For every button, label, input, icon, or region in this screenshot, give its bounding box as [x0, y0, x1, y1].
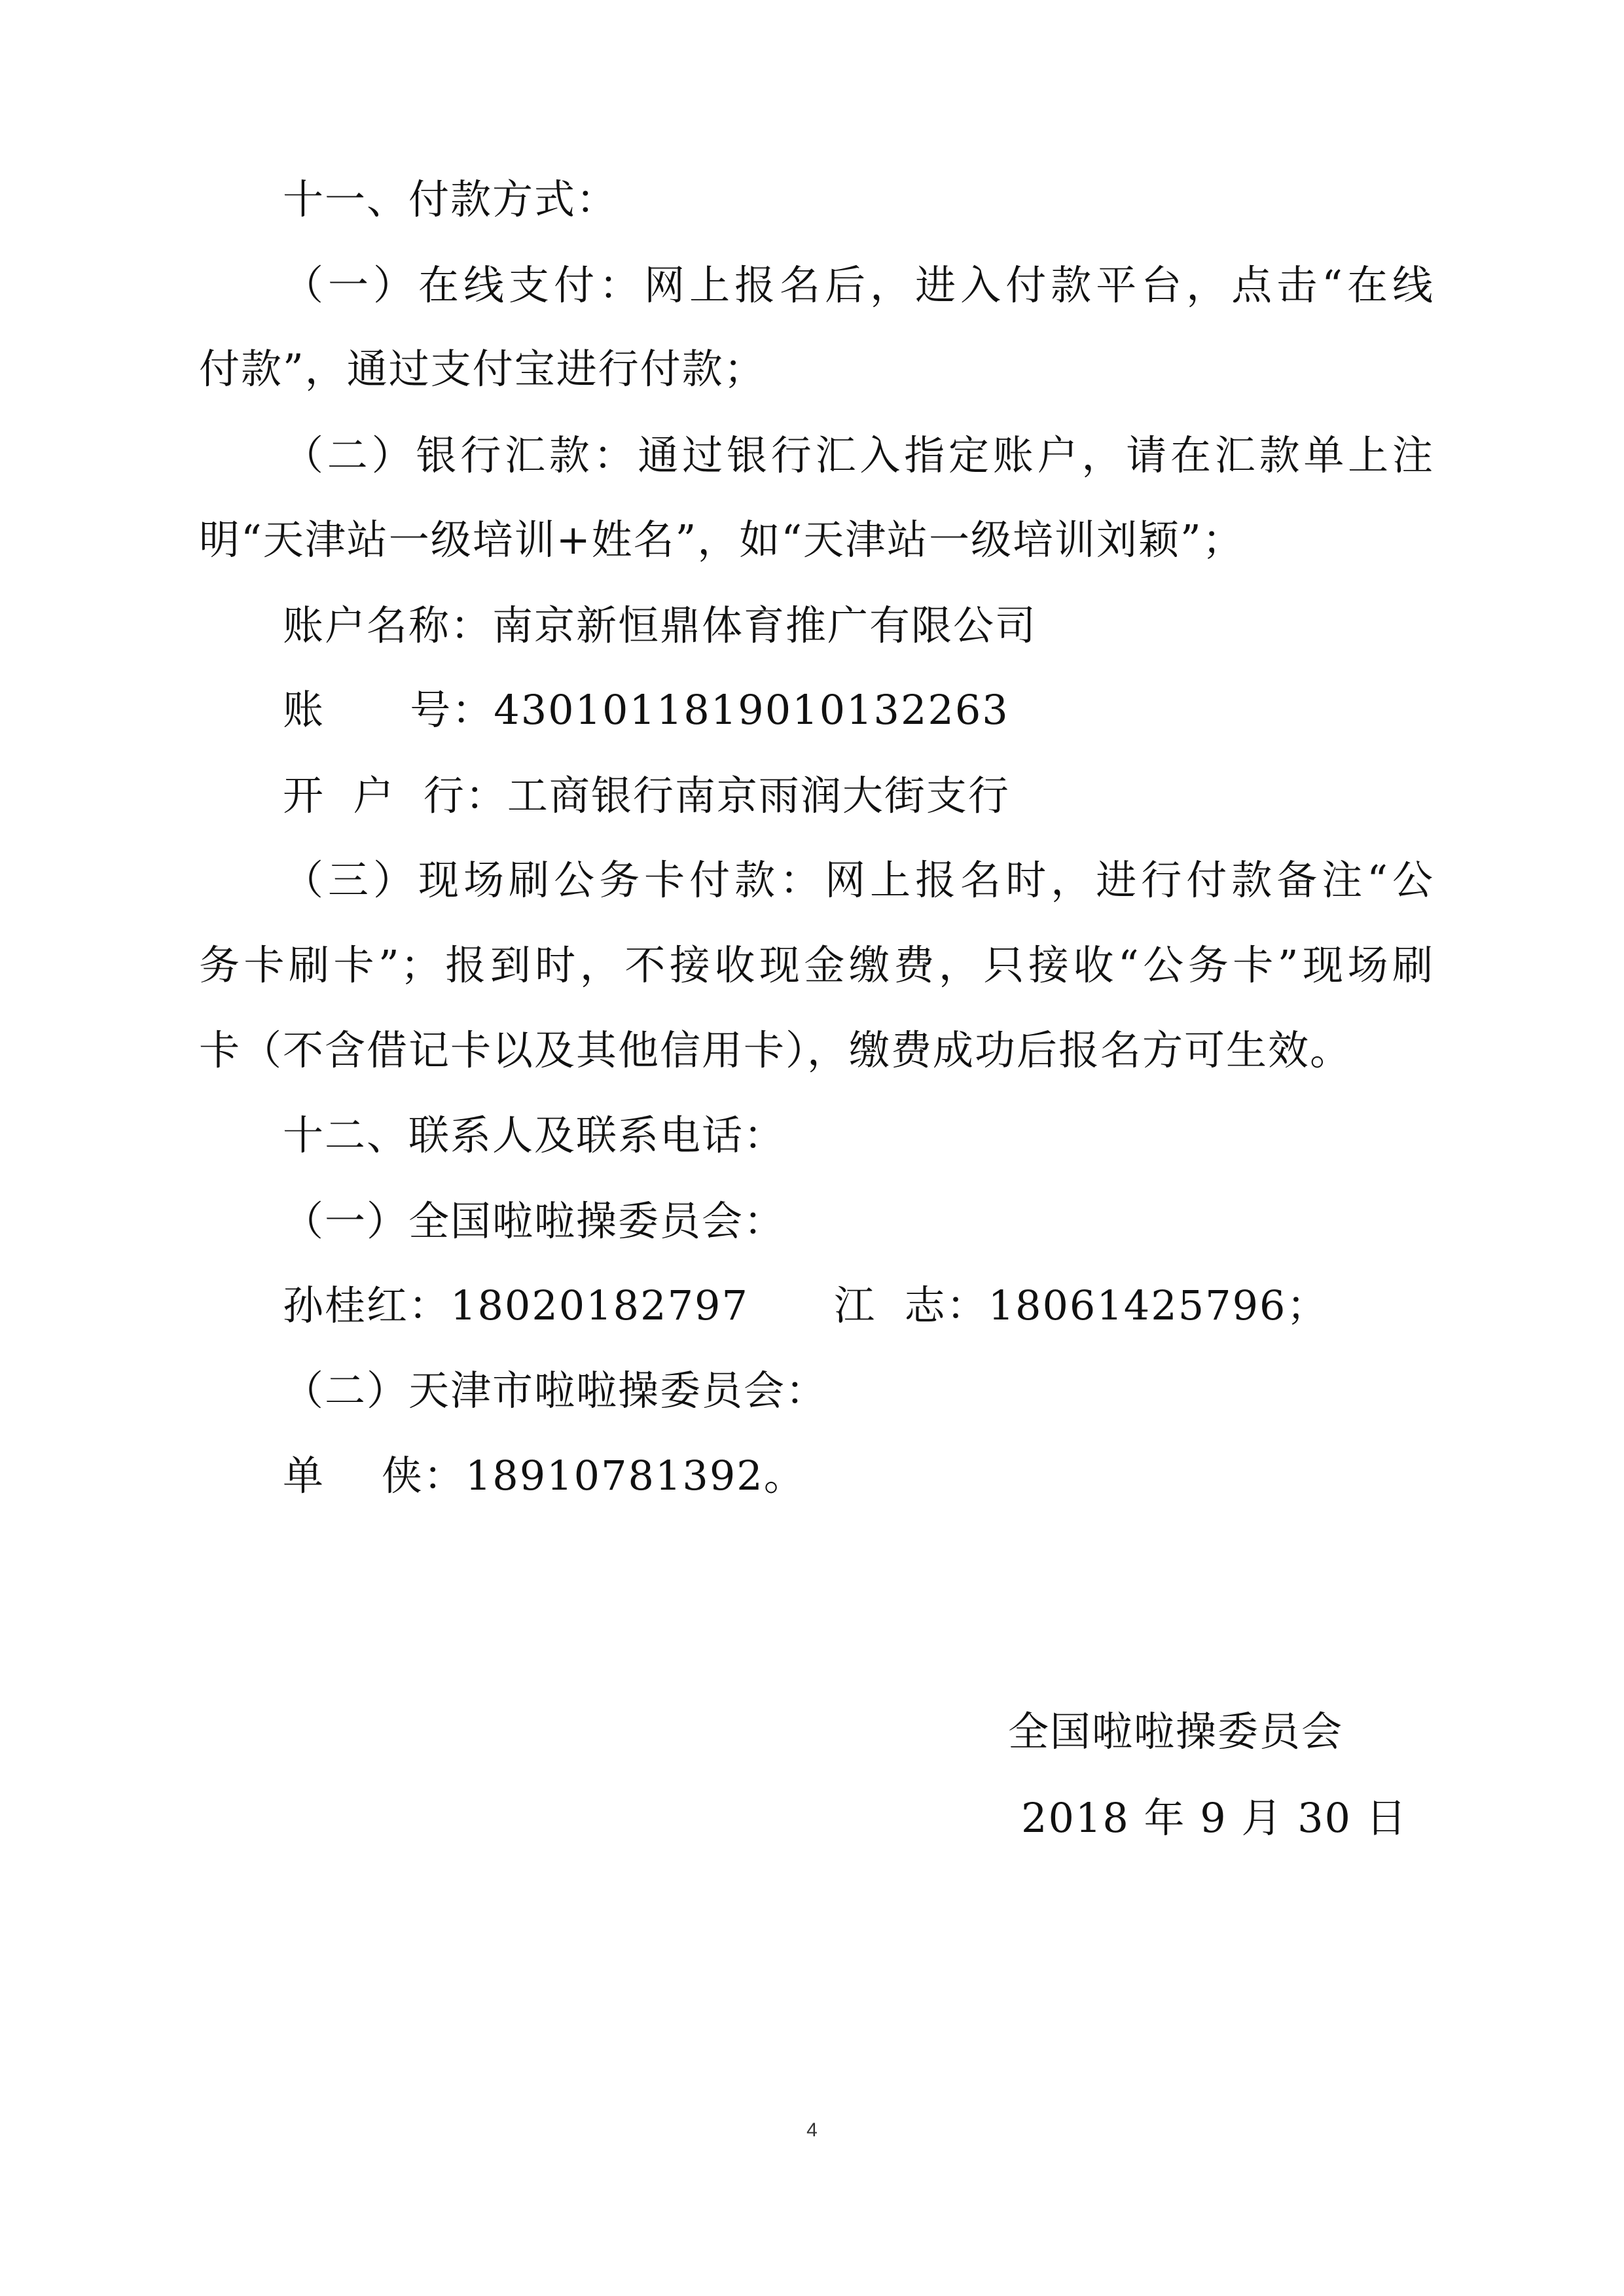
official-card-line-3: 卡（不含借记卡以及其他信用卡），缴费成功后报名方可生效。	[199, 1026, 1352, 1074]
tianjin-committee-label: （二）天津市啦啦操委员会：	[283, 1367, 828, 1414]
account-name: 账户名称：南京新恒鼎体育推广有限公司	[283, 601, 1038, 649]
official-card-line-2: 务卡刷卡”；报到时，不接收现金缴费，只接收“公务卡”现场刷	[199, 941, 1434, 989]
section-11-heading: 十一、付款方式：	[283, 175, 619, 223]
account-number: 账 号：4301011819010132263	[283, 686, 1009, 734]
bank-name: 开 户 行：工商银行南京雨润大街支行	[283, 772, 1010, 819]
online-payment-line-1: （一）在线支付：网上报名后，进入付款平台，点击“在线	[283, 261, 1434, 309]
signature-date: 2018 年 9 月 30 日	[1021, 1794, 1408, 1842]
page-number: 4	[806, 2119, 818, 2141]
online-payment-line-2: 付款”，通过支付宝进行付款；	[199, 345, 766, 393]
section-12-heading: 十二、联系人及联系电话：	[283, 1111, 786, 1159]
tianjin-committee-contact: 单 侠：18910781392。	[283, 1452, 806, 1499]
national-committee-label: （一）全国啦啦操委员会：	[283, 1197, 786, 1245]
official-card-line-1: （三）现场刷公务卡付款：网上报名时，进行付款备注“公	[283, 856, 1434, 904]
bank-transfer-line-1: （二）银行汇款：通过银行汇入指定账户，请在汇款单上注	[283, 431, 1434, 479]
bank-transfer-line-2: 明“天津站一级培训+姓名”，如“天津站一级培训刘颖”；	[199, 516, 1244, 564]
national-committee-contacts: 孙桂红：18020182797 江 志：18061425796；	[283, 1282, 1329, 1329]
signature-organization: 全国啦啦操委员会	[1008, 1708, 1344, 1755]
